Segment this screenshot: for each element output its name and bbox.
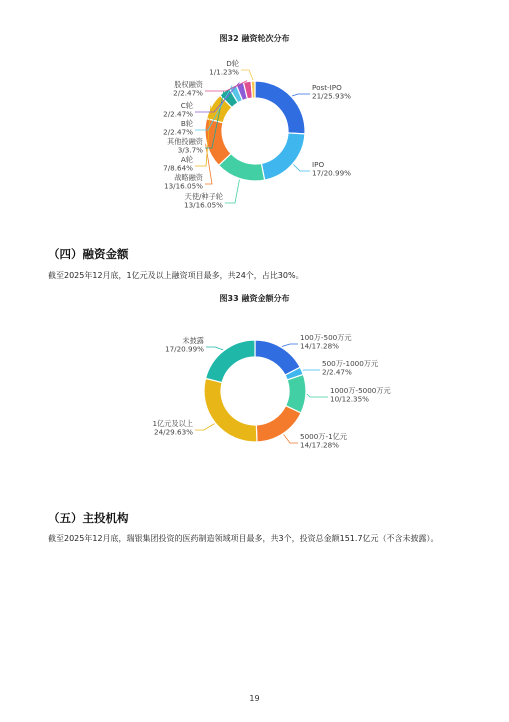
slice-value-8: 2/2.47% <box>173 88 203 98</box>
slice-value-6: 2/2.47% <box>163 127 193 137</box>
leader-line-2 <box>225 180 239 203</box>
slice-value-4: 24/29.63% <box>154 427 193 437</box>
section-heading-financing-amount: （四）融资金额 <box>48 247 129 261</box>
donut-slice-0 <box>255 81 305 134</box>
leader-line-4 <box>195 424 215 430</box>
slice-label-0: Post-IPO <box>312 83 342 92</box>
slice-value-0: 14/17.28% <box>300 341 339 351</box>
slice-label-2: 天使/种子轮 <box>184 192 223 201</box>
donut-chart-amount <box>0 310 509 480</box>
donut-slice-0 <box>255 340 300 375</box>
leader-line-0 <box>292 94 310 96</box>
page-number: 19 <box>249 694 260 703</box>
section-text-financing-amount: 截至2025年12月底，1亿元及以上融资项目最多，共24个，占比30%。 <box>48 271 304 280</box>
donut-slice-5 <box>206 340 255 383</box>
slice-value-2: 13/16.05% <box>184 200 223 210</box>
slice-label-6: B轮 <box>180 119 193 128</box>
slice-label-0: 100万-500万元 <box>300 333 352 342</box>
donut-chart-rounds <box>0 50 509 222</box>
figure-32-title: 图32 融资轮次分布 <box>219 34 290 43</box>
slice-value-1: 17/20.99% <box>312 168 351 178</box>
leader-line-9 <box>241 70 253 80</box>
leader-line-0 <box>282 344 298 346</box>
leader-line-1 <box>293 165 310 171</box>
slice-label-1: 500万-1000万元 <box>322 359 379 368</box>
chart-financing-rounds <box>0 50 509 222</box>
slice-value-4: 7/8.64% <box>163 163 193 173</box>
slice-label-2: 1000万-5000万元 <box>330 386 391 395</box>
slice-label-7: C轮 <box>180 101 193 110</box>
donut-slice-3 <box>256 406 301 442</box>
slice-value-9: 1/1.23% <box>209 67 239 77</box>
donut-slice-9 <box>251 81 255 98</box>
slice-label-3: 战略融资 <box>174 173 203 182</box>
slice-value-3: 14/17.28% <box>300 440 339 450</box>
slice-value-1: 2/2.47% <box>322 367 352 377</box>
donut-slice-1 <box>261 133 305 180</box>
slice-value-7: 2/2.47% <box>163 109 193 119</box>
chart-financing-amount <box>0 310 509 480</box>
slice-value-3: 13/16.05% <box>164 181 203 191</box>
slice-value-0: 21/25.93% <box>312 91 351 101</box>
slice-label-4: 1亿元及以上 <box>152 419 193 428</box>
donut-slice-4 <box>204 378 257 442</box>
leader-line-2 <box>307 394 328 397</box>
leader-line-5 <box>206 347 223 350</box>
section-heading-lead-investors: （五）主投机构 <box>48 511 129 525</box>
slice-value-5: 17/20.99% <box>165 344 204 354</box>
section-text-lead-investors: 截至2025年12月底，瑞银集团投资的医药制造领域项目最多，共3个，投资总金额151.7亿元（不含未披露）。 <box>48 534 439 543</box>
figure-33-title: 图33 融资金额分布 <box>219 294 290 303</box>
slice-value-5: 3/3.7% <box>177 145 203 155</box>
slice-label-9: D轮 <box>226 59 239 68</box>
slice-label-1: IPO <box>312 160 325 169</box>
slice-label-4: A轮 <box>180 155 193 164</box>
slice-value-2: 10/12.35% <box>330 394 369 404</box>
slice-label-8: 股权融资 <box>174 80 203 89</box>
slice-label-5: 其他投融资 <box>167 137 203 146</box>
slice-label-5: 未披露 <box>182 336 204 345</box>
leader-line-3 <box>284 434 298 443</box>
slice-label-3: 5000万-1亿元 <box>300 432 348 441</box>
